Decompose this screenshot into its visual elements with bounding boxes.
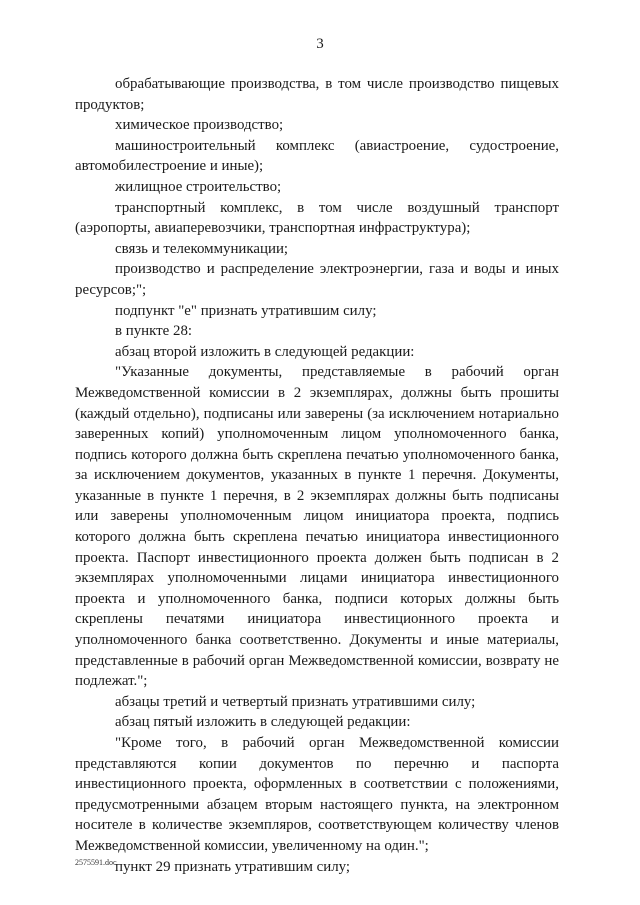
paragraph-documents-quote: "Указанные документы, представляемые в рабочий орган Межведомственной комиссии в 2 экземплярах, должны быть прошиты (каждый отдельно), подписаны или заверены (за исключением нотариально заверенных копий) уполномоченным лицом уполномоченного банка, подпись которого должна быть скреплена печатью уполномоченного банка, за исключением документов, указанных в пункте 1 перечня. Документы, указанные в пункте 1 перечня, в 2 экземплярах должны быть подписаны или заверены уполномоченным лицом инициатора проекта, подпись которого должна быть скреплена печатью инициатора инвестиционного проекта. Паспорт инвестиционного проекта должен быть подписан в 2 экземплярах уполномоченными лицами инициатора инвестиционного проекта и уполномоченного банка, подписи которых должны быть скреплены печатями инициатора инвестиционного проекта и уполномоченного банка соответственно. Документы и иные материалы, представленные в рабочий орган Межведомственной комиссии, возврату не подлежат."; <box>75 364 559 690</box>
document-body <box>75 74 559 877</box>
paragraph-telecom: связь и телекоммуникации; <box>115 240 289 257</box>
paragraph-clause-29: пункт 29 признать утратившим силу; <box>115 858 351 875</box>
paragraph-manufacturing: обрабатывающие производства, в том числе производство пищевых продуктов; <box>75 76 559 113</box>
paragraph-housing: жилищное строительство; <box>115 178 282 195</box>
paragraph-second-indent: абзац второй изложить в следующей редакции: <box>115 343 415 360</box>
paragraph-chemical: химическое производство; <box>115 117 284 134</box>
paragraph-third-fourth: абзацы третий и четвертый признать утратившими силу; <box>115 693 476 710</box>
paragraph-copies-quote: "Кроме того, в рабочий орган Межведомственной комиссии представляются копии документов по перечню и паспорта инвестиционного проекта, оформленных в соответствии с положениями, предусмотренными абзацем вторым настоящего пункта, на электронном носителе в количестве экземпляров, соответствующем количеству членов Межведомственной комиссии, увеличенному на один."; <box>75 735 559 854</box>
paragraph-fifth-indent: абзац пятый изложить в следующей редакции: <box>115 714 411 731</box>
paragraph-clause-28: в пункте 28: <box>115 323 193 340</box>
footer-filename: 2575591.doc <box>75 858 117 867</box>
paragraph-transport: транспортный комплекс, в том числе воздушный транспорт (аэропорты, авиаперевозчики, транспортная инфраструктура); <box>75 199 559 237</box>
paragraph-energy: производство и распределение электроэнергии, газа и воды и иных ресурсов;"; <box>75 261 559 298</box>
page-number: 3 <box>316 36 324 52</box>
paragraph-subclause-e: подпункт "е" признать утратившим силу; <box>115 302 377 319</box>
paragraph-machine-building: машиностроительный комплекс (авиастроение, судостроение, автомобилестроение и иные); <box>75 137 559 175</box>
